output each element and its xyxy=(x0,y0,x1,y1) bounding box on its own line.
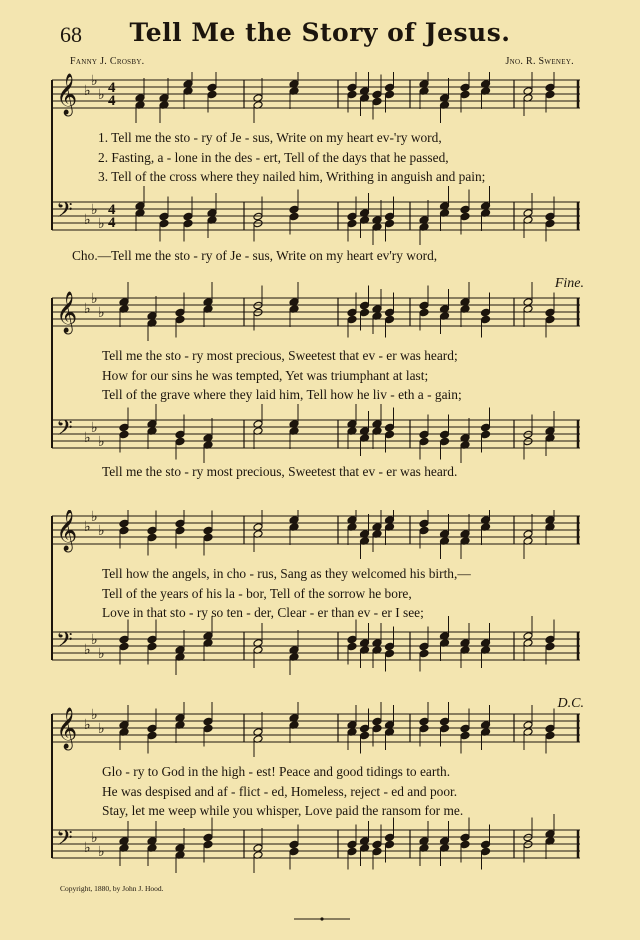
note-head xyxy=(347,83,357,92)
note-head xyxy=(372,717,382,726)
note-head xyxy=(147,533,157,542)
note-head xyxy=(289,847,299,856)
note-head xyxy=(545,308,555,317)
treble-staff xyxy=(52,702,580,757)
flat-icon: ♭ xyxy=(84,718,91,733)
note-head xyxy=(419,526,429,535)
flat-icon: ♭ xyxy=(98,217,105,232)
note-head xyxy=(385,90,395,99)
bass-staff xyxy=(52,814,580,873)
verse-2-line: He was despised and af - flict - ed, Homeless, reject - ed and poor. xyxy=(102,784,458,799)
note-head xyxy=(372,90,382,99)
bass-clef-icon: 𝄢 xyxy=(56,416,73,446)
note-head xyxy=(419,301,429,310)
note-head xyxy=(385,308,395,317)
note-head xyxy=(481,423,491,432)
note-head xyxy=(545,724,555,733)
note-head xyxy=(360,731,370,740)
treble-clef-icon: 𝄞 xyxy=(56,510,78,551)
note-head xyxy=(175,308,185,317)
note-head xyxy=(203,533,213,542)
note-head xyxy=(159,212,169,221)
flat-icon: ♭ xyxy=(98,435,105,450)
lyricist-credit: Fanny J. Crosby. xyxy=(70,56,145,67)
note-head xyxy=(347,90,357,99)
note-head xyxy=(419,724,429,733)
flat-icon: ♭ xyxy=(98,88,105,103)
note-head xyxy=(360,308,370,317)
treble-clef-icon: 𝄞 xyxy=(56,74,78,115)
note-head xyxy=(460,840,470,849)
treble-staff xyxy=(52,282,580,341)
note-head xyxy=(419,649,429,658)
note-head xyxy=(460,731,470,740)
flat-icon: ♭ xyxy=(98,306,105,321)
bass-clef-icon: 𝄢 xyxy=(56,628,73,658)
note-head xyxy=(545,315,555,324)
note-head xyxy=(385,83,395,92)
note-head xyxy=(545,219,555,228)
note-head xyxy=(203,526,213,535)
flat-icon: ♭ xyxy=(84,520,91,535)
time-signature-digit: 4 xyxy=(108,215,116,231)
flat-icon: ♭ xyxy=(91,633,98,648)
note-head xyxy=(481,315,491,324)
chorus-line: Cho.—Tell me the sto - ry of Je - sus, Write on my heart ev'ry word, xyxy=(72,248,438,263)
note-head xyxy=(545,83,555,92)
note-head xyxy=(347,219,357,228)
note-head xyxy=(419,642,429,651)
verse-3-line: Love in that sto - ry so ten - der, Clear - er than ev - er I see; xyxy=(102,605,424,620)
note-head xyxy=(175,430,185,439)
note-head xyxy=(460,83,470,92)
note-head xyxy=(175,315,185,324)
flat-icon: ♭ xyxy=(91,831,98,846)
note-head xyxy=(147,642,157,651)
note-head xyxy=(360,301,370,310)
note-head xyxy=(385,219,395,228)
note-head xyxy=(347,840,357,849)
note-head xyxy=(159,219,169,228)
note-head xyxy=(347,315,357,324)
bass-staff xyxy=(52,616,580,675)
note-head xyxy=(440,437,450,446)
note-head xyxy=(460,212,470,221)
note-head xyxy=(147,731,157,740)
note-head xyxy=(147,526,157,535)
note-head xyxy=(385,315,395,324)
flat-icon: ♭ xyxy=(91,292,98,307)
note-head xyxy=(203,833,213,842)
verse-2-line: How for our sins he was tempted, Yet was triumphant at last; xyxy=(102,368,429,383)
note-head xyxy=(545,212,555,221)
note-head xyxy=(385,430,395,439)
note-head xyxy=(347,635,357,644)
flat-icon: ♭ xyxy=(98,524,105,539)
note-head xyxy=(419,519,429,528)
note-head xyxy=(347,847,357,856)
note-head xyxy=(481,430,491,439)
treble-clef-icon: 𝄞 xyxy=(56,292,78,333)
note-head xyxy=(119,635,129,644)
bass-staff xyxy=(52,404,580,463)
note-head xyxy=(545,90,555,99)
music-system-2 xyxy=(48,276,584,479)
note-head xyxy=(385,423,395,432)
note-head xyxy=(460,724,470,733)
note-head xyxy=(347,212,357,221)
time-signature-digit: 4 xyxy=(108,80,116,96)
time-signature-digit: 4 xyxy=(108,202,116,218)
note-head xyxy=(147,724,157,733)
note-head xyxy=(385,642,395,651)
note-head xyxy=(372,724,382,733)
chorus-line: Tell me the sto - ry most precious, Sweetest that ev - er was heard. xyxy=(102,464,458,479)
flat-icon: ♭ xyxy=(84,213,91,228)
fine-marker: Fine. xyxy=(554,276,584,291)
note-head xyxy=(207,90,217,99)
note-head xyxy=(440,717,450,726)
note-head xyxy=(545,642,555,651)
note-head xyxy=(183,219,193,228)
note-head xyxy=(203,840,213,849)
note-head xyxy=(147,635,157,644)
hymn-title: Tell Me the Story of Jesus. xyxy=(129,18,511,47)
flat-icon: ♭ xyxy=(84,431,91,446)
verse-1-line: 1. Tell me the sto - ry of Je - sus, Write on my heart ev-'ry word, xyxy=(98,130,442,145)
music-system-4 xyxy=(48,696,584,882)
note-head xyxy=(481,308,491,317)
note-head xyxy=(385,649,395,658)
note-head xyxy=(183,212,193,221)
note-head xyxy=(347,642,357,651)
note-head xyxy=(175,519,185,528)
note-head xyxy=(119,526,129,535)
note-head xyxy=(460,205,470,214)
treble-staff xyxy=(52,72,580,123)
flat-icon: ♭ xyxy=(84,84,91,99)
note-head xyxy=(545,731,555,740)
note-head xyxy=(119,642,129,651)
flat-icon: ♭ xyxy=(98,845,105,860)
note-head xyxy=(289,212,299,221)
note-head xyxy=(347,308,357,317)
note-head xyxy=(372,847,382,856)
page-number: 68 xyxy=(60,22,82,47)
flat-icon: ♭ xyxy=(91,421,98,436)
note-head xyxy=(385,212,395,221)
flat-icon: ♭ xyxy=(91,510,98,525)
note-head xyxy=(289,205,299,214)
music-system-3 xyxy=(48,510,582,690)
note-head xyxy=(481,840,491,849)
flat-icon: ♭ xyxy=(84,841,91,856)
note-head xyxy=(372,840,382,849)
note-head xyxy=(440,724,450,733)
note-head xyxy=(175,526,185,535)
note-head xyxy=(419,430,429,439)
note-head xyxy=(203,724,213,733)
flat-icon: ♭ xyxy=(91,708,98,723)
note-head xyxy=(175,437,185,446)
flat-icon: ♭ xyxy=(98,647,105,662)
verse-2-line: 2. Fasting, a - lone in the des - ert, Tell of the days that he passed, xyxy=(98,150,449,165)
bass-clef-icon: 𝄢 xyxy=(56,198,73,228)
note-head xyxy=(385,833,395,842)
note-head xyxy=(119,519,129,528)
note-head xyxy=(545,635,555,644)
treble-clef-icon: 𝄞 xyxy=(56,708,78,749)
bass-staff xyxy=(52,186,580,245)
dc-marker: D.C. xyxy=(557,696,584,711)
copyright-notice: Copyright, 1880, by John J. Hood. xyxy=(60,884,164,893)
flat-icon: ♭ xyxy=(98,722,105,737)
note-head xyxy=(385,840,395,849)
note-head xyxy=(460,90,470,99)
note-head xyxy=(203,717,213,726)
note-head xyxy=(119,430,129,439)
flat-icon: ♭ xyxy=(91,203,98,218)
music-system-1 xyxy=(48,72,582,268)
note-head xyxy=(481,847,491,856)
note-head xyxy=(207,83,217,92)
note-head xyxy=(440,430,450,439)
note-head xyxy=(460,833,470,842)
note-head xyxy=(372,97,382,106)
verse-1-line: Tell me the sto - ry most precious, Sweetest that ev - er was heard; xyxy=(102,348,458,363)
flat-icon: ♭ xyxy=(91,74,98,89)
note-head xyxy=(360,724,370,733)
note-head xyxy=(419,308,429,317)
flat-icon: ♭ xyxy=(84,302,91,317)
verse-1-line: Glo - ry to God in the high - est! Peace and good tidings to earth. xyxy=(102,764,451,779)
flat-icon: ♭ xyxy=(84,643,91,658)
treble-staff xyxy=(52,510,580,559)
time-signature-digit: 4 xyxy=(108,93,116,109)
bass-clef-icon: 𝄢 xyxy=(56,826,73,856)
footer-ornament xyxy=(292,916,352,922)
composer-credit: Jno. R. Sweney. xyxy=(505,56,574,67)
verse-3-line: 3. Tell of the cross where they nailed him, Writhing in anguish and pain; xyxy=(98,169,486,184)
verse-1-line: Tell how the angels, in cho - rus, Sang as they welcomed his birth,— xyxy=(102,566,471,581)
verse-3-line: Stay, let me weep while you whisper, Love paid the ransom for me. xyxy=(102,803,464,818)
note-head xyxy=(119,423,129,432)
note-head xyxy=(419,437,429,446)
note-head xyxy=(419,717,429,726)
note-head xyxy=(289,840,299,849)
verse-3-line: Tell of the grave where they laid him, Tell how he liv - eth a - gain; xyxy=(102,387,462,402)
verse-2-line: Tell of the years of his la - bor, Tell of the sorrow he bore, xyxy=(102,586,412,601)
